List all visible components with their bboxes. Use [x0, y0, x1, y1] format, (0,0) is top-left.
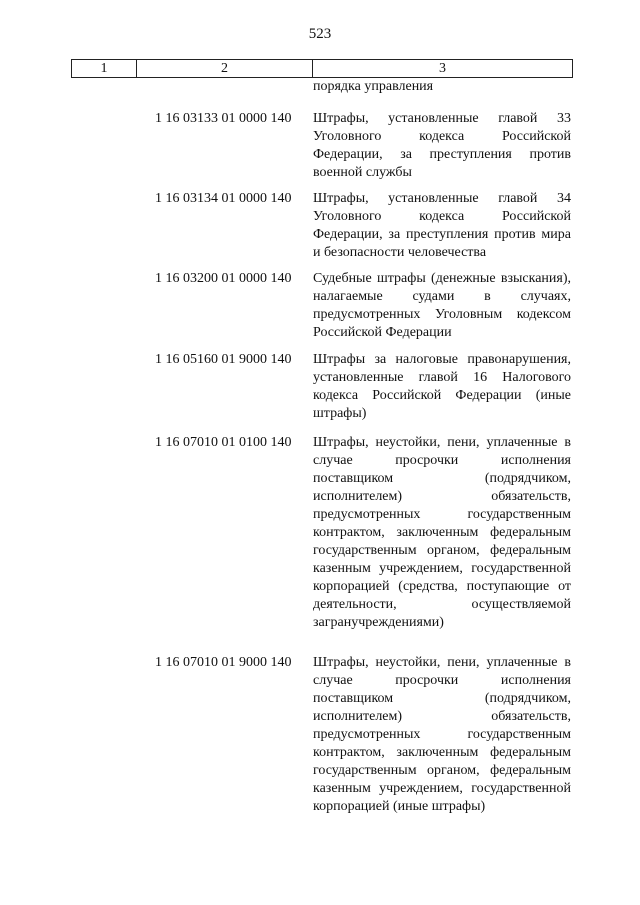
table-body: [0, 78, 640, 816]
table-row: [0, 434, 640, 654]
column-header-2: 2: [137, 60, 313, 78]
continuation-text: порядка управления: [313, 79, 434, 94]
row-description: Штрафы за налоговые правонарушения, установленные главой 16 Налогового кодекса Российской Федерации (иные штрафы): [313, 352, 571, 421]
column-header-1: 1: [72, 60, 137, 78]
row-description: Штрафы, неустойки, пени, уплаченные в случае просрочки исполнения поставщиком (подрядчиком, исполнителем) обязательств, предусмотренных государственным контрактом, заключенным федеральным государственным органом, федеральным казенным учреждением, государственной корпорацией (иные штрафы): [313, 655, 571, 814]
budget-code: 1 16 07010 01 0100 140: [155, 435, 292, 450]
table-row: [0, 654, 640, 816]
table-row: [0, 190, 640, 270]
column-header-3: 3: [313, 60, 573, 78]
page-number: 523: [308, 26, 332, 42]
row-description: Штрафы, неустойки, пени, уплаченные в случае просрочки исполнения поставщиком (подрядчиком, исполнителем) обязательств, предусмотренных государственным контрактом, заключенным федеральным государственным органом, федеральным казенным учреждением, государственной корпорацией (средства, поступающие от деятельности, осуществляемой загранучреждениями): [313, 435, 571, 630]
budget-code: 1 16 03200 01 0000 140: [155, 271, 292, 286]
budget-code: 1 16 07010 01 9000 140: [155, 655, 292, 670]
table-row: [0, 351, 640, 434]
budget-code: 1 16 03133 01 0000 140: [155, 111, 292, 126]
row-description: Судебные штрафы (денежные взыскания), налагаемые судами в случаях, предусмотренных Уголовным кодексом Российской Федерации: [313, 271, 571, 340]
budget-code: 1 16 05160 01 9000 140: [155, 352, 292, 367]
table-row: [0, 110, 640, 190]
column-header-table: [71, 59, 573, 78]
budget-code: 1 16 03134 01 0000 140: [155, 191, 292, 206]
row-description: Штрафы, установленные главой 34 Уголовного кодекса Российской Федерации, за преступления против мира и безопасности человечества: [313, 191, 571, 260]
row-description: Штрафы, установленные главой 33 Уголовного кодекса Российской Федерации, за преступления против военной службы: [313, 111, 571, 180]
table-row: [0, 270, 640, 351]
